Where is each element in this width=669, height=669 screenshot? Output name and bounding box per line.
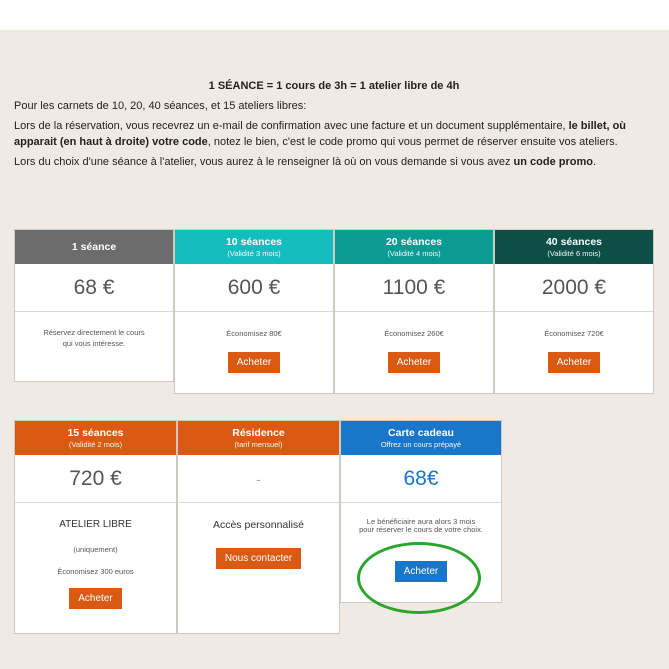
card-subtitle: (tarif mensuel) <box>234 439 283 449</box>
card-title: 20 séances <box>385 235 443 248</box>
card-body <box>178 519 339 569</box>
card-header <box>15 421 176 455</box>
card-body <box>335 328 493 373</box>
card-note-1: (uniquement) <box>73 545 118 554</box>
card-price: - <box>178 455 339 503</box>
card-title: 40 séances <box>545 235 603 248</box>
intro-line-2-c: , notez le bien, c'est le code promo qui vous permet de réserver ensuite vos ateliers. <box>207 136 618 148</box>
buy-gift-card-button[interactable]: Acheter <box>395 561 447 582</box>
card-subtitle: Offrez un cours prépayé <box>380 439 462 449</box>
top-bar <box>0 0 669 30</box>
buy-button-10[interactable]: Acheter <box>228 352 280 373</box>
card-body <box>15 519 176 609</box>
card-body <box>341 518 501 582</box>
card-note: Économisez 80€ <box>226 329 282 338</box>
intro-line-1: Pour les carnets de 10, 20, 40 séances, et 15 ateliers libres: <box>14 100 307 112</box>
buy-button-40[interactable]: Acheter <box>548 352 600 373</box>
intro-line-2-a: Lors de la réservation, vous recevrez un e-mail de confirmation avec une facture et un document supplémentaire, <box>14 120 569 132</box>
intro-line-2 <box>14 118 654 150</box>
card-price: 2000 € <box>495 264 653 312</box>
card-header <box>495 230 653 264</box>
card-header <box>178 421 339 455</box>
card-body <box>15 327 173 349</box>
card-subtitle: (Validité 6 mois) <box>547 248 601 258</box>
card-title: 1 séance <box>71 240 117 253</box>
card-note: Le bénéficiaire aura alors 3 mois pour réserver le cours de votre choix. <box>359 518 483 534</box>
card-subtitle: (Validité 2 mois) <box>68 439 123 449</box>
card-1-seance <box>14 229 174 382</box>
card-price: 68€ <box>341 455 501 503</box>
card-note-2: Économisez 300 euros <box>57 567 134 576</box>
card-price: 720 € <box>15 455 176 503</box>
card-note: Réservez directement le cours qui vous intéresse. <box>43 328 145 348</box>
intro-headline: 1 SÉANCE = 1 cours de 3h = 1 atelier libre de 4h <box>208 80 460 92</box>
card-15-seances <box>14 420 177 634</box>
contact-button[interactable]: Nous contacter <box>216 548 301 569</box>
card-residence <box>177 420 340 634</box>
buy-button-15[interactable]: Acheter <box>69 588 121 609</box>
card-body <box>495 328 653 373</box>
card-header <box>15 230 173 264</box>
intro-text <box>14 78 654 174</box>
card-label: ATELIER LIBRE <box>59 519 132 530</box>
card-header <box>175 230 333 264</box>
card-note: Économisez 260€ <box>384 329 444 338</box>
card-40-seances <box>494 229 654 394</box>
card-subtitle: (Validité 3 mois) <box>227 248 281 258</box>
card-title: Résidence <box>232 426 285 439</box>
card-price: 1100 € <box>335 264 493 312</box>
card-body <box>175 328 333 373</box>
buy-button-20[interactable]: Acheter <box>388 352 440 373</box>
card-label: Accès personnalisé <box>212 519 305 531</box>
card-carte-cadeau <box>340 420 502 603</box>
card-title: 10 séances <box>225 235 283 248</box>
card-price: 68 € <box>15 264 173 312</box>
card-subtitle: (Validité 4 mois) <box>387 248 441 258</box>
intro-line-3-a: Lors du choix d'une séance à l'atelier, vous aurez à le renseigner là où on vous demande si vous avez <box>14 156 514 168</box>
card-10-seances <box>174 229 334 394</box>
card-20-seances <box>334 229 494 394</box>
card-title: Carte cadeau <box>388 426 454 439</box>
card-header <box>335 230 493 264</box>
intro-line-3-c: . <box>592 156 597 168</box>
card-header <box>341 421 501 455</box>
intro-line-2-b: le billet, où apparait (en haut à droite) votre code <box>14 120 627 148</box>
card-note: Économisez 720€ <box>544 329 604 338</box>
card-title: 15 séances <box>67 426 124 439</box>
intro-line-3 <box>14 154 654 170</box>
card-price: 600 € <box>175 264 333 312</box>
intro-line-3-b: un code promo <box>513 156 593 168</box>
